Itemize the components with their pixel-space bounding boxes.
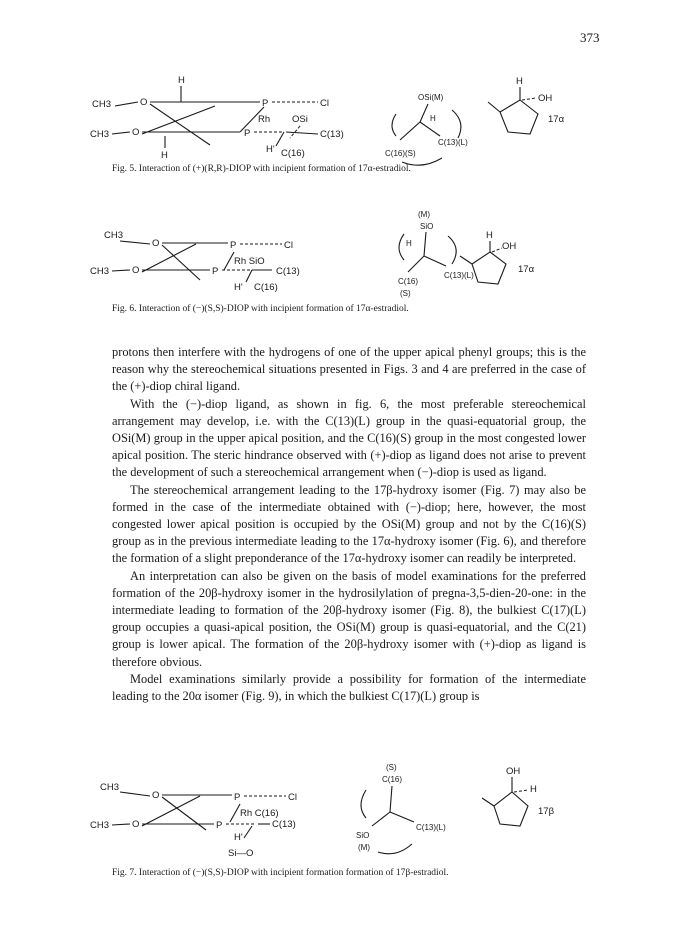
fig7-o-bot: O xyxy=(132,819,140,830)
fig5-c16: C(16) xyxy=(281,148,305,159)
figure-6-drawing xyxy=(0,208,680,303)
fig6-h-newman: H xyxy=(406,239,412,248)
fig6-p-top: P xyxy=(230,240,237,251)
fig5-osi: OSi xyxy=(292,114,308,125)
figure-7-drawing xyxy=(0,760,680,860)
fig5-h-prime: H' xyxy=(266,144,275,155)
fig7-si-o: Si—O xyxy=(228,848,254,859)
fig6-p-bot: P xyxy=(212,266,219,277)
fig6-h-prime: H' xyxy=(234,282,243,293)
fig5-p-bot: P xyxy=(244,128,251,139)
fig5-ch3-top: CH3 xyxy=(92,99,112,110)
fig6-o-top: O xyxy=(152,238,160,249)
fig7-c16-n: C(16) xyxy=(382,775,403,784)
fig6-h-product: H xyxy=(486,230,493,241)
fig5-h-top: H xyxy=(178,75,185,86)
fig5-rh: Rh xyxy=(258,114,271,125)
fig5-osim: OSi(M) xyxy=(418,93,444,102)
fig6-rh-sio: Rh SiO xyxy=(234,256,265,267)
fig5-isomer: 17α xyxy=(548,114,565,125)
fig6-m: (M) xyxy=(418,210,430,219)
fig5-o-top: O xyxy=(140,97,148,108)
paragraph: protons then interfere with the hydrogens of one of the upper apical phenyl groups; this is the reason why the stereochemical situations presented in Figs. 3 and 4 are preferred in the case of the (+)-diop chiral ligand. xyxy=(112,345,586,394)
figure-6-caption: Fig. 6. Interaction of (−)(S,S)-DIOP with incipient formation of 17α-estradiol. xyxy=(112,304,409,314)
fig5-h-newman: H xyxy=(430,114,436,123)
fig6-c16: C(16) xyxy=(254,282,278,293)
paragraph: With the (−)-diop ligand, as shown in fig. 6, the most preferable stereochemical arrangement may develop, i.e. with the C(13)(L) group in the quasi-equatorial group, the OSi(M) group in the upper apical position, and the C(16)(S) group in the most congested lower apical position. The steric hindrance observed with (+)-diop as ligand does not arise to prevent the development of such a stereochemical arrangement when (−)-diop is used as ligand. xyxy=(112,396,586,480)
fig6-cl: Cl xyxy=(284,240,293,251)
fig7-cl: Cl xyxy=(288,792,297,803)
paragraph: An interpretation can also be given on the basis of model examinations for the preferred formation of the 20β-hydroxy isomer in the hydrosilylation of pregna-3,5-dien-20-one: in the intermediate leading to formation of the 20β-hydroxy isomer (Fig. 8), the bulkiest C(17)(L) group occupies a quasi-apical position, the OSi(M) group is quasi-equatorial, and the C(21) group is lower apical. The formation of the 20β-hydroxy isomer with (+)-diop as ligand is therefore obvious. xyxy=(112,568,586,669)
fig6-sio: SiO xyxy=(420,222,434,231)
body-text xyxy=(112,344,586,705)
fig7-p-top: P xyxy=(234,792,241,803)
fig5-h-product: H xyxy=(516,76,523,87)
fig5-o-bot: O xyxy=(132,127,140,138)
fig7-rh-c16: Rh C(16) xyxy=(240,808,279,819)
fig5-c13: C(13) xyxy=(320,129,344,140)
fig6-isomer: 17α xyxy=(518,264,535,275)
fig7-isomer: 17β xyxy=(538,806,555,817)
fig6-ch3-top: CH3 xyxy=(104,230,124,241)
fig5-c16s: C(16)(S) xyxy=(385,149,416,158)
paragraph: Model examinations similarly provide a possibility for formation of the intermediate leading to the 20α isomer (Fig. 9), in which the bulkiest C(17)(L) group is xyxy=(112,671,586,704)
fig6-ch3-bot: CH3 xyxy=(90,266,110,277)
fig7-ch3-top: CH3 xyxy=(100,782,120,793)
fig6-o-bot: O xyxy=(132,265,140,276)
fig7-m: (M) xyxy=(358,843,370,852)
fig7-c13: C(13) xyxy=(272,819,296,830)
figure-6 xyxy=(0,208,680,303)
fig7-c13l: C(13)(L) xyxy=(416,823,446,832)
fig6-c13l: C(13)(L) xyxy=(444,271,474,280)
fig5-oh: OH xyxy=(538,93,553,104)
figure-5-caption: Fig. 5. Interaction of (+)(R,R)-DIOP with incipient formation of 17α-estradiol. xyxy=(112,164,411,174)
page-number: 373 xyxy=(580,30,600,45)
figure-7 xyxy=(0,760,680,860)
fig5-p-top: P xyxy=(262,98,269,109)
fig5-h-bot: H xyxy=(161,150,168,161)
fig7-h-product: H xyxy=(530,784,537,795)
fig7-p-bot: P xyxy=(216,820,223,831)
fig7-sio: SiO xyxy=(356,831,370,840)
fig6-c13: C(13) xyxy=(276,266,300,277)
fig7-s: (S) xyxy=(386,763,397,772)
fig7-oh: OH xyxy=(506,766,521,777)
figure-7-caption: Fig. 7. Interaction of (−)(S,S)-DIOP with incipient formation formation of 17β-estradiol. xyxy=(112,868,449,878)
paragraph: The stereochemical arrangement leading to the 17β-hydroxy isomer (Fig. 7) may also be formed in the case of the intermediate obtained with (−)-diop; here, however, the most congested lower apical position is occupied by the OSi(M) group and not by the C(16)(S) group as in the previous intermediate leading to the 17α-hydroxy isomer (Fig. 6), and therefore the formation of a slight preponderance of the 17α-hydroxy isomer can readily be interpreted. xyxy=(112,482,586,566)
fig5-c13l: C(13)(L) xyxy=(438,138,468,147)
fig7-h-prime: H' xyxy=(234,832,243,843)
fig7-o-top: O xyxy=(152,790,160,801)
fig5-cl: Cl xyxy=(320,98,329,109)
fig5-ch3-bot: CH3 xyxy=(90,129,110,140)
fig6-c16-n: C(16) xyxy=(398,277,419,286)
fig7-ch3-bot: CH3 xyxy=(90,820,110,831)
fig6-oh: OH xyxy=(502,241,517,252)
fig6-s: (S) xyxy=(400,289,411,298)
